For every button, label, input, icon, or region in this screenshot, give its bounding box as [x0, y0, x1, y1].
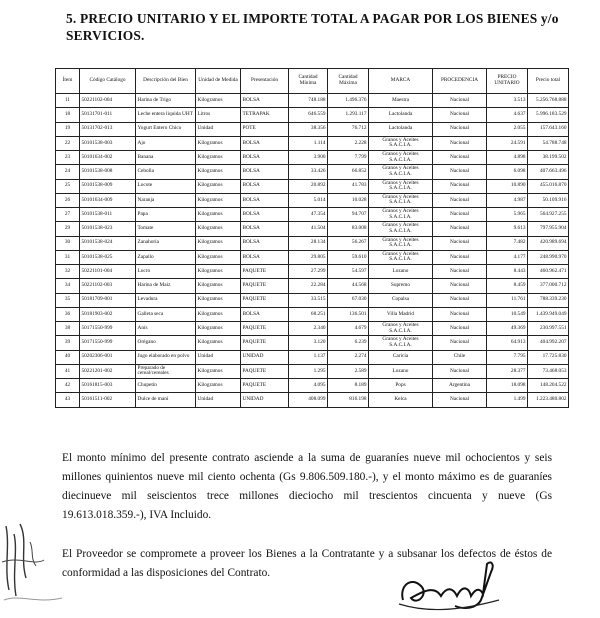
cell-presentacion: UNIDAD [241, 350, 289, 364]
cell-item: 19 [56, 122, 80, 136]
cell-codigo: 50101634-002 [80, 151, 136, 165]
cell-procedencia: Nacional [433, 250, 487, 264]
cell-precio-unitario: 1.499 [487, 393, 528, 407]
cell-unidad: Kilogramos [196, 293, 241, 307]
price-table-container [55, 68, 568, 408]
cell-marca: Granos y Aceites S.A.C.I.A. [369, 336, 433, 350]
cell-cant-min: 38.356 [289, 122, 328, 136]
cell-cant-max: 7.799 [328, 151, 369, 165]
table-row [56, 222, 569, 236]
cell-precio-total: 455.016.870 [528, 179, 569, 193]
cell-descripcion: Chupetín [136, 379, 196, 393]
cell-codigo: 50181903-002 [80, 307, 136, 321]
cell-precio-total: 50.109.916 [528, 193, 569, 207]
cell-cant-max: 76.712 [328, 122, 369, 136]
table-row [56, 393, 569, 407]
cell-unidad: Kilogramos [196, 379, 241, 393]
cell-unidad: Kilogramos [196, 265, 241, 279]
cell-cant-max: 59.610 [328, 250, 369, 264]
cell-precio-unitario: 10.890 [487, 179, 528, 193]
cell-cant-min: 33.515 [289, 293, 328, 307]
cell-codigo: 50221201-002 [80, 364, 136, 378]
cell-procedencia: Nacional [433, 236, 487, 250]
price-table [55, 68, 569, 408]
cell-precio-unitario: 9.613 [487, 222, 528, 236]
table-body [56, 94, 569, 408]
header-precio-unitario: PRECIO UNITARIO [487, 69, 528, 94]
cell-precio-unitario: 5.965 [487, 208, 528, 222]
cell-marca: Granos y Aceites S.A.C.I.A. [369, 250, 433, 264]
cell-item: 40 [56, 350, 80, 364]
cell-marca: Kelca [369, 393, 433, 407]
cell-precio-total: 788.339.230 [528, 293, 569, 307]
cell-marca: Caricia [369, 350, 433, 364]
cell-cant-min: 1.137 [289, 350, 328, 364]
cell-procedencia: Nacional [433, 393, 487, 407]
cell-descripcion: Leche entera liquida UHT [136, 108, 196, 122]
section-heading: 5. PRECIO UNITARIO Y EL IMPORTE TOTAL A PAGAR POR LOS BIENES y/o SERVICIOS. [66, 11, 559, 43]
cell-procedencia: Nacional [433, 336, 487, 350]
cell-codigo: 50101634-009 [80, 193, 136, 207]
table-row [56, 265, 569, 279]
cell-descripcion: Banana [136, 151, 196, 165]
table-row [56, 151, 569, 165]
cell-unidad: Kilogramos [196, 222, 241, 236]
cell-precio-total: 17.725.830 [528, 350, 569, 364]
table-row [56, 379, 569, 393]
cell-unidad: Kilogramos [196, 336, 241, 350]
cell-cant-min: 2.340 [289, 322, 328, 336]
cell-cant-max: 66.852 [328, 165, 369, 179]
cell-marca: Maestra [369, 94, 433, 108]
cell-item: 38 [56, 322, 80, 336]
cell-codigo: 50171550-999 [80, 336, 136, 350]
cell-marca: Supremo [369, 279, 433, 293]
cell-descripcion: Locro [136, 265, 196, 279]
cell-item: 34 [56, 279, 80, 293]
cell-cant-max: 2.274 [328, 350, 369, 364]
cell-cant-max: 41.783 [328, 179, 369, 193]
cell-descripcion: Galleta seca [136, 307, 196, 321]
cell-precio-unitario: 10.549 [487, 307, 528, 321]
cell-precio-unitario: 3.513 [487, 94, 528, 108]
cell-cant-min: 41.504 [289, 222, 328, 236]
cell-cant-max: 67.030 [328, 293, 369, 307]
cell-codigo: 50101538-023 [80, 222, 136, 236]
cell-cant-max: 8.189 [328, 379, 369, 393]
cell-presentacion: PAQUETE [241, 293, 289, 307]
cell-cant-max: 56.267 [328, 236, 369, 250]
table-row [56, 350, 569, 364]
cell-procedencia: Nacional [433, 222, 487, 236]
cell-item: 32 [56, 265, 80, 279]
cell-precio-total: 54.788.748 [528, 136, 569, 150]
cell-presentacion: BOLSA [241, 236, 289, 250]
cell-precio-total: 148.204.522 [528, 379, 569, 393]
cell-precio-total: 1.439.949.049 [528, 307, 569, 321]
cell-codigo: 50202306-001 [80, 350, 136, 364]
cell-cant-min: 3.900 [289, 151, 328, 165]
cell-unidad: Kilogramos [196, 208, 241, 222]
cell-descripcion: Preparado de cereal/cereales [136, 364, 196, 378]
cell-precio-unitario: 7.482 [487, 236, 528, 250]
cell-cant-max: 1.496.376 [328, 94, 369, 108]
cell-precio-total: 404.992.207 [528, 336, 569, 350]
cell-precio-total: 377.000.712 [528, 279, 569, 293]
cell-precio-total: 420.989.694 [528, 236, 569, 250]
cell-unidad: Kilogramos [196, 165, 241, 179]
cell-cant-max: 6.239 [328, 336, 369, 350]
cell-descripcion: Harina de Trigo [136, 94, 196, 108]
cell-unidad: Kilogramos [196, 236, 241, 250]
cell-cant-max: 2.589 [328, 364, 369, 378]
table-row [56, 122, 569, 136]
cell-presentacion: PAQUETE [241, 279, 289, 293]
cell-marca: Pops [369, 379, 433, 393]
header-codigo: Código Catálogo [80, 69, 136, 94]
cell-presentacion: BOLSA [241, 193, 289, 207]
cell-codigo: 50101538-025 [80, 250, 136, 264]
cell-unidad: Kilogramos [196, 179, 241, 193]
table-row [56, 236, 569, 250]
cell-cant-max: 10.028 [328, 193, 369, 207]
cell-presentacion: PAQUETE [241, 322, 289, 336]
cell-item: 41 [56, 364, 80, 378]
cell-presentacion: PAQUETE [241, 265, 289, 279]
cell-item: 31 [56, 250, 80, 264]
cell-presentacion: BOLSA [241, 165, 289, 179]
cell-presentacion: PAQUETE [241, 379, 289, 393]
cell-marca: Granos y Aceites S.A.C.I.A. [369, 165, 433, 179]
cell-cant-min: 5.014 [289, 193, 328, 207]
header-cant-max: Cantidad Máxima [328, 69, 369, 94]
cell-precio-total: 230.997.551 [528, 322, 569, 336]
cell-cant-min: 408.099 [289, 393, 328, 407]
cell-procedencia: Nacional [433, 279, 487, 293]
cell-unidad: Kilogramos [196, 151, 241, 165]
cell-marca: Lozano [369, 364, 433, 378]
cell-cant-min: 646.559 [289, 108, 328, 122]
cell-descripcion: Orégano [136, 336, 196, 350]
cell-cant-min: 1.114 [289, 136, 328, 150]
cell-unidad: Kilogramos [196, 364, 241, 378]
cell-marca: Granos y Aceites S.A.C.I.A. [369, 222, 433, 236]
cell-descripcion: Zapallo [136, 250, 196, 264]
cell-descripcion: Cebolla [136, 165, 196, 179]
cell-cant-max: 1.293.117 [328, 108, 369, 122]
cell-procedencia: Nacional [433, 364, 487, 378]
cell-descripcion: Jugo elaborado en polvo [136, 350, 196, 364]
cell-procedencia: Nacional [433, 122, 487, 136]
table-row [56, 250, 569, 264]
cell-cant-min: 33.426 [289, 165, 328, 179]
header-item: Ítem [56, 69, 80, 94]
cell-unidad: Kilogramos [196, 279, 241, 293]
header-precio-total: Precio total [528, 69, 569, 94]
cell-codigo: 50101538-003 [80, 136, 136, 150]
header-procedencia: PROCEDENCIA [433, 69, 487, 94]
cell-presentacion: TETRAPAK [241, 108, 289, 122]
cell-item: 24 [56, 165, 80, 179]
cell-descripcion: Zanahoria [136, 236, 196, 250]
cell-precio-total: 157.643.160 [528, 122, 569, 136]
cell-item: 23 [56, 151, 80, 165]
cell-unidad: Kilogramos [196, 250, 241, 264]
cell-codigo: 50131701-011 [80, 108, 136, 122]
cell-precio-total: 564.927.255 [528, 208, 569, 222]
cell-procedencia: Nacional [433, 108, 487, 122]
table-row [56, 364, 569, 378]
cell-descripcion: Yogurt Entero Chico [136, 122, 196, 136]
cell-unidad: Litros [196, 108, 241, 122]
cell-precio-unitario: 28.377 [487, 364, 528, 378]
cell-item: 25 [56, 179, 80, 193]
cell-codigo: 50221101-004 [80, 265, 136, 279]
cell-marca: Copalsa [369, 293, 433, 307]
cell-presentacion: BOLSA [241, 222, 289, 236]
cell-cant-min: 28.134 [289, 236, 328, 250]
cell-precio-unitario: 4.898 [487, 151, 528, 165]
cell-precio-unitario: 4.177 [487, 250, 528, 264]
header-presentacion: Presentación [241, 69, 289, 94]
cell-presentacion: BOLSA [241, 179, 289, 193]
cell-cant-min: 1.295 [289, 364, 328, 378]
cell-codigo: 50131702-013 [80, 122, 136, 136]
table-row [56, 165, 569, 179]
table-row [56, 193, 569, 207]
cell-unidad: Kilogramos [196, 322, 241, 336]
cell-unidad: Unidad [196, 393, 241, 407]
cell-marca: Granos y Aceites S.A.C.I.A. [369, 179, 433, 193]
cell-presentacion: BOLSA [241, 151, 289, 165]
cell-cant-max: 94.707 [328, 208, 369, 222]
table-row [56, 94, 569, 108]
cell-unidad: Kilogramos [196, 94, 241, 108]
cell-cant-max: 83.008 [328, 222, 369, 236]
supplier-commitment-paragraph: El Proveedor se compromete a proveer los Bienes a la Contratante y a subsanar los defectos de éstos de conformidad a las disposiciones del Contrato. [62, 548, 552, 579]
cell-descripcion: Anís [136, 322, 196, 336]
cell-unidad: Unidad [196, 122, 241, 136]
cell-descripcion: Papa [136, 208, 196, 222]
cell-item: 36 [56, 307, 80, 321]
cell-procedencia: Nacional [433, 293, 487, 307]
cell-marca: Granos y Aceites S.A.C.I.A. [369, 322, 433, 336]
cell-item: 27 [56, 208, 80, 222]
cell-precio-total: 460.962.471 [528, 265, 569, 279]
cell-precio-total: 5.256.768.888 [528, 94, 569, 108]
cell-precio-unitario: 8.443 [487, 265, 528, 279]
cell-precio-unitario: 7.795 [487, 350, 528, 364]
cell-procedencia: Nacional [433, 136, 487, 150]
cell-precio-unitario: 64.913 [487, 336, 528, 350]
cell-precio-total: 73.468.053 [528, 364, 569, 378]
cell-item: 26 [56, 193, 80, 207]
cell-item: 39 [56, 336, 80, 350]
cell-cant-min: 3.120 [289, 336, 328, 350]
cell-procedencia: Nacional [433, 193, 487, 207]
cell-marca: Lozano [369, 265, 433, 279]
cell-unidad: Unidad [196, 350, 241, 364]
cell-unidad: Kilogramos [196, 193, 241, 207]
cell-presentacion: BOLSA [241, 136, 289, 150]
cell-precio-unitario: 49.369 [487, 322, 528, 336]
cell-codigo: 50101538-008 [80, 165, 136, 179]
cell-cant-min: 20.892 [289, 179, 328, 193]
table-row [56, 293, 569, 307]
table-row [56, 108, 569, 122]
cell-marca: Granos y Aceites S.A.C.I.A. [369, 208, 433, 222]
cell-descripcion: Tomate [136, 222, 196, 236]
table-row [56, 208, 569, 222]
cell-procedencia: Nacional [433, 151, 487, 165]
cell-codigo: 50221102-003 [80, 279, 136, 293]
cell-procedencia: Nacional [433, 265, 487, 279]
cell-marca: Granos y Aceites S.A.C.I.A. [369, 136, 433, 150]
cell-descripcion: Naranja [136, 193, 196, 207]
cell-presentacion: BOLSA [241, 307, 289, 321]
cell-codigo: 50171550-999 [80, 322, 136, 336]
cell-procedencia: Nacional [433, 94, 487, 108]
header-unidad: Unidad de Medida [196, 69, 241, 94]
cell-cant-max: 136.501 [328, 307, 369, 321]
cell-precio-unitario: 6.098 [487, 165, 528, 179]
stamp-mark-left [0, 520, 70, 618]
cell-descripcion: Ajo [136, 136, 196, 150]
cell-precio-total: 38.199.502 [528, 151, 569, 165]
cell-codigo: 50221102-004 [80, 94, 136, 108]
cell-precio-total: 5.996.183.529 [528, 108, 569, 122]
cell-precio-unitario: 18.098 [487, 379, 528, 393]
signature-mark [395, 556, 505, 614]
cell-presentacion: UNIDAD [241, 393, 289, 407]
cell-cant-min: 27.299 [289, 265, 328, 279]
cell-descripcion: Dulce de maní [136, 393, 196, 407]
cell-cant-min: 68.251 [289, 307, 328, 321]
table-header-row [56, 69, 569, 94]
cell-item: 22 [56, 136, 80, 150]
cell-codigo: 50101538-011 [80, 208, 136, 222]
cell-precio-total: 248.990.970 [528, 250, 569, 264]
header-descripcion: Descripción del Bien [136, 69, 196, 94]
cell-cant-min: 22.284 [289, 279, 328, 293]
cell-codigo: 50161815-003 [80, 379, 136, 393]
cell-presentacion: BOLSA [241, 250, 289, 264]
cell-cant-min: 47.354 [289, 208, 328, 222]
cell-precio-total: 407.663.496 [528, 165, 569, 179]
cell-precio-unitario: 11.761 [487, 293, 528, 307]
cell-presentacion: PAQUETE [241, 336, 289, 350]
header-cant-min: Cantidad Mínima [289, 69, 328, 94]
cell-unidad: Kilogramos [196, 136, 241, 150]
cell-marca: Granos y Aceites S.A.C.I.A. [369, 151, 433, 165]
cell-cant-min: 29.805 [289, 250, 328, 264]
cell-procedencia: Nacional [433, 322, 487, 336]
contract-amount-paragraph: El monto mínimo del presente contrato asciende a la suma de guaraníes nueve mil ochocientos y seis millones quinientos nueve mil ciento ochenta (Gs 9.806.509.180.-), y el monto máximo es de guaraníes diecinueve mil seiscientos trece millones dieciocho mil trescientos cincuenta y nueve (Gs 19.613.018.359.-), IVA Incluido. [62, 452, 552, 521]
cell-cant-max: 4.679 [328, 322, 369, 336]
cell-presentacion: POTE [241, 122, 289, 136]
table-row [56, 136, 569, 150]
cell-codigo: 50161511-002 [80, 393, 136, 407]
cell-codigo: 50181709-001 [80, 293, 136, 307]
cell-procedencia: Nacional [433, 208, 487, 222]
table-row [56, 322, 569, 336]
cell-precio-unitario: 4.637 [487, 108, 528, 122]
cell-procedencia: Nacional [433, 165, 487, 179]
table-row [56, 279, 569, 293]
cell-precio-unitario: 24.591 [487, 136, 528, 150]
cell-cant-min: 4.095 [289, 379, 328, 393]
cell-precio-unitario: 2.055 [487, 122, 528, 136]
cell-precio-total: 1.223.480.802 [528, 393, 569, 407]
cell-codigo: 50101538-009 [80, 179, 136, 193]
cell-item: 43 [56, 393, 80, 407]
cell-marca: Granos y Aceites S.A.C.I.A. [369, 193, 433, 207]
cell-cant-max: 2.228 [328, 136, 369, 150]
cell-precio-unitario: 8.459 [487, 279, 528, 293]
cell-item: 18 [56, 108, 80, 122]
cell-marca: Lactolanda [369, 122, 433, 136]
table-row [56, 179, 569, 193]
cell-item: 29 [56, 222, 80, 236]
cell-marca: Villa Madrid [369, 307, 433, 321]
cell-item: 30 [56, 236, 80, 250]
cell-item: 35 [56, 293, 80, 307]
cell-cant-max: 54.597 [328, 265, 369, 279]
cell-unidad: Kilogramos [196, 307, 241, 321]
cell-descripcion: Levadura [136, 293, 196, 307]
cell-presentacion: BOLSA [241, 208, 289, 222]
cell-codigo: 50101538-024 [80, 236, 136, 250]
cell-cant-min: 748.188 [289, 94, 328, 108]
cell-descripcion: Harina de Maiz [136, 279, 196, 293]
cell-marca: Granos y Aceites S.A.C.I.A. [369, 236, 433, 250]
cell-item: 11 [56, 94, 80, 108]
cell-precio-unitario: 4.987 [487, 193, 528, 207]
cell-presentacion: PAQUETE [241, 364, 289, 378]
cell-presentacion: BOLSA [241, 94, 289, 108]
table-row [56, 307, 569, 321]
cell-procedencia: Chile [433, 350, 487, 364]
cell-cant-max: 44.568 [328, 279, 369, 293]
table-row [56, 336, 569, 350]
header-marca: MARCA [369, 69, 433, 94]
cell-descripcion: Locote [136, 179, 196, 193]
cell-procedencia: Nacional [433, 307, 487, 321]
cell-marca: Lactolanda [369, 108, 433, 122]
cell-procedencia: Nacional [433, 179, 487, 193]
cell-item: 42 [56, 379, 80, 393]
cell-procedencia: Argentina [433, 379, 487, 393]
cell-cant-max: 816.198 [328, 393, 369, 407]
cell-precio-total: 797.955.904 [528, 222, 569, 236]
